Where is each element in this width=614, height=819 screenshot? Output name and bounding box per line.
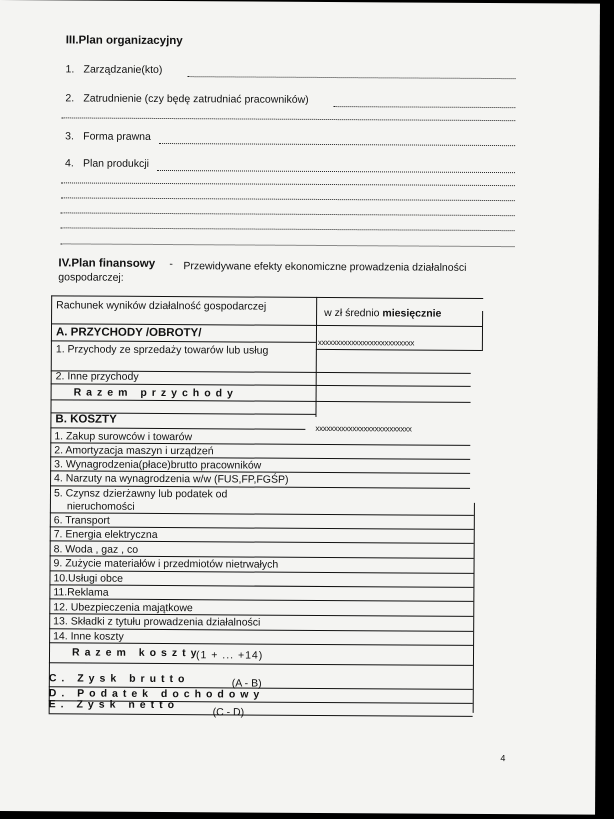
plan-line-3	[61, 197, 515, 201]
item2-label: Zatrudnienie (czy będę zatrudniać pracowników)	[83, 92, 309, 106]
plan-line-1	[157, 170, 515, 173]
table-line	[49, 662, 473, 666]
table-line	[51, 340, 316, 343]
item2-num: 2.	[65, 92, 75, 105]
header-unit: w zł średnio	[324, 306, 383, 320]
plan-line-6	[61, 243, 515, 247]
header-period: miesięcznie	[382, 307, 442, 320]
c-row-label: C. Zysk brutto	[48, 672, 190, 686]
b-row-5-cont: nieruchomości	[66, 500, 135, 513]
plan-line-4	[61, 212, 515, 216]
a-row-1: 1. Przychody ze sprzedaży towarów lub usług	[55, 343, 269, 357]
b-row-1: 1. Zakup surowców i towarów	[54, 430, 193, 444]
table-header-left: Rachunek wyników działalność gospodarczej	[56, 299, 267, 313]
section-b-title: B. KOSZTY	[55, 413, 117, 426]
b-row-2: 2. Amortyzacja maszyn i urządzeń	[54, 444, 214, 458]
plan-line-2	[61, 182, 515, 186]
b-row-13: 13. Składki z tytułu prowadzenia działalności	[53, 615, 261, 629]
table-line	[50, 512, 474, 516]
item2-fill-line-2	[61, 117, 515, 121]
table-right-border-lower	[473, 503, 475, 713]
item2-fill-line	[333, 106, 515, 108]
item1-label: Zarządzanie(kto)	[83, 63, 163, 76]
item1-num: 1.	[65, 63, 75, 76]
b-total-formula: (1 + ... +14)	[195, 649, 264, 662]
b-row-4: 4. Narzuty na wynagrodzenia w/w (FUS,FP,FGŚP)	[54, 472, 289, 486]
a-x-fill: xxxxxxxxxxxxxxxxxxxxxxxxxx	[317, 337, 415, 348]
b-row-12: 12. Ubezpieczenia majątkowe	[53, 601, 193, 615]
table-header-right	[324, 307, 441, 320]
table-line	[51, 399, 471, 403]
d-row-label: D. Podatek dochodowy	[48, 687, 265, 701]
table-top-border	[51, 295, 483, 299]
b-row-5: 5. Czynsz dzierżawny lub podatek od	[53, 487, 228, 501]
item4-num: 4.	[64, 157, 74, 170]
item3-label: Forma prawna	[83, 130, 151, 143]
item4-label: Plan produkcji	[82, 157, 149, 170]
a-row-2: 2. Inne przychody	[55, 370, 139, 383]
b-row-9: 9. Zużycie materiałów i przedmiotów nietrwałych	[53, 557, 279, 571]
section3-title: III.Plan organizacyjny	[65, 34, 183, 48]
item3-num: 3.	[65, 130, 74, 143]
c-row-formula: (A - B)	[231, 677, 262, 690]
b-row-8: 8. Woda , gaz , co	[53, 543, 139, 556]
section-a-title: A. PRZYCHODY /OBROTY/	[55, 326, 202, 340]
b-total: Razem koszty	[71, 646, 202, 660]
page-number: 4	[500, 753, 506, 764]
b-x-fill: xxxxxxxxxxxxxxxxxxxxxxxxxx	[315, 423, 412, 434]
table-mid-divider	[315, 297, 317, 417]
table-line	[49, 584, 473, 588]
b-row-14: 14. Inne koszty	[53, 630, 124, 643]
table-line	[316, 349, 482, 351]
table-line	[49, 713, 473, 717]
item1-fill-line	[188, 76, 516, 79]
e-row-label: E. Zysk netto	[48, 698, 180, 712]
item3-fill-line	[159, 143, 515, 146]
section4-subtitle: Przewidywane efekty ekonomiczne prowadzenia działalności	[183, 260, 467, 274]
table-line	[50, 427, 305, 430]
table-line	[49, 642, 473, 646]
b-row-10: 10.Usługi obce	[53, 572, 123, 585]
section4-dash: -	[169, 258, 173, 271]
e-row-formula: (C - D)	[212, 706, 245, 719]
b-row-6: 6. Transport	[53, 514, 110, 527]
section4-title: IV.Plan finansowy	[58, 257, 156, 270]
a-total: Razem przychody	[73, 386, 238, 400]
plan-line-5	[61, 227, 515, 231]
table-right-border	[482, 311, 483, 351]
table-left-border	[49, 295, 53, 713]
b-row-7: 7. Energia elektryczna	[53, 528, 158, 541]
b-row-3: 3. Wynagrodzenia(płace)brutto pracowników	[54, 458, 262, 472]
section4-subtitle-cont: gospodarczej:	[58, 271, 124, 284]
b-row-11: 11.Reklama	[53, 586, 109, 599]
